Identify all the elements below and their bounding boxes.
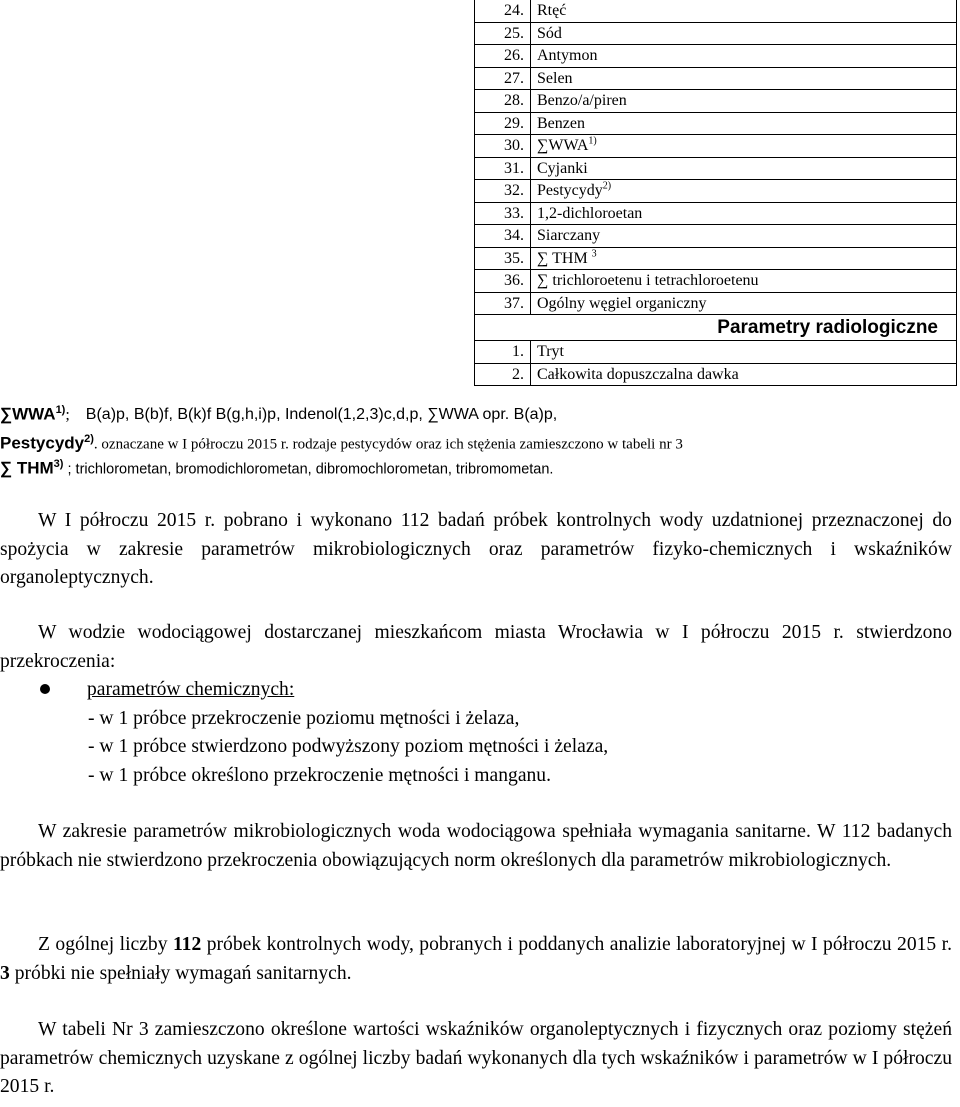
dash-item-3: - w 1 próbce określono przekroczenie mętności i manganu. (88, 765, 552, 786)
row-number: 32. (475, 180, 531, 202)
row-number: 34. (475, 225, 531, 247)
samples-count: 112 (400, 510, 430, 531)
parameter-name: ∑WWA$^{1)}$ (537, 135, 597, 154)
row-number: 24. (475, 0, 531, 22)
parameter-name: Benzo/a/piren (537, 92, 627, 109)
paragraph-table-reference: W tabeli Nr 3 zamieszczono określone wartości wskaźników organoleptycznych i fizycznych oraz poziomy stężeń parametrów chemicznych uzyskane z ogólnej liczby badań wykonanych dla tych wskaźników i parametrów w I półroczu 2015 r. (0, 1019, 952, 1097)
table-row (475, 68, 956, 91)
row-number: 26. (475, 45, 531, 67)
parameter-name: Ogólny węgiel organiczny (537, 294, 707, 312)
parameter-name: Tryt (537, 343, 564, 360)
parameter-name: Selen (537, 69, 573, 87)
footnote-pesticides: Pestycydy$^{2)}$. oznaczane w I półroczu 2015 r. rodzaje pestycydów oraz ich stężenia zamieszczono w tabeli nr 3 (0, 433, 683, 453)
table-row (475, 45, 956, 68)
parameter-name: Sód (537, 24, 562, 42)
table-row (475, 180, 956, 203)
row-number: 35. (475, 248, 531, 270)
dash-item-2: - w 1 próbce stwierdzono podwyższony poziom mętności i żelaza, (88, 736, 609, 757)
parameter-name: Siarczany (537, 227, 601, 244)
table-row (475, 90, 956, 113)
row-number: 29. (475, 113, 531, 135)
row-number: 28. (475, 90, 531, 112)
table-row (475, 0, 956, 23)
paragraph-samples-summary: W I półroczu 2015 r. pobrano i wykonano 112 badań próbek kontrolnych wody uzdatnionej przeznaczonej do spożycia w zakresie parametrów mikrobiologicznych oraz parametrów fizyko-chemicznych i wskaźników organoleptycznych. (0, 510, 952, 588)
footnote-wwa: ∑WWA$^{1)}$; B(a)p, B(b)f, B(k)f B(g,h,i)p, Indenol(1,2,3)c,d,p, ∑WWA opr. B(a)p, (0, 404, 558, 424)
row-number: 27. (475, 68, 531, 90)
table-row (475, 248, 956, 271)
parameter-name: Rtęć (537, 2, 567, 19)
parameter-name: Antymon (537, 47, 598, 64)
row-number: 1. (475, 341, 531, 363)
table-row (475, 293, 956, 316)
parameter-name: Benzen (537, 114, 585, 132)
table-row (475, 203, 956, 226)
table-row (475, 270, 956, 293)
table-row (475, 135, 956, 158)
row-number: 2. (475, 364, 531, 386)
bullet-icon (40, 684, 50, 694)
footnote-thm: ∑ THM$^{3)}$ ; trichlorometan, bromodichlorometan, dibromochlorometan, tribromometan. (0, 458, 554, 478)
row-number: 36. (475, 270, 531, 292)
table-row (475, 341, 956, 364)
table-row (475, 225, 956, 248)
section-title-radiological: Parametry radiologiczne (475, 315, 956, 341)
row-number: 30. (475, 135, 531, 157)
parameter-name: ∑ THM $^3$ (537, 248, 597, 267)
row-number: 33. (475, 203, 531, 225)
row-number: 31. (475, 158, 531, 180)
dash-item-1: - w 1 próbce przekroczenie poziomu mętności i żelaza, (88, 708, 520, 729)
chemical-parameter-rows (475, 0, 956, 315)
parameter-name: 1,2-dichloroetan (537, 204, 643, 222)
parameter-name: Cyjanki (537, 159, 588, 177)
table-row (475, 113, 956, 136)
radiological-parameter-rows (475, 341, 956, 386)
paragraph-nonconforming-samples: Z ogólnej liczby 112 próbek kontrolnych wody, pobranych i poddanych analizie laboratoryjnej w I półroczu 2015 r. 3 próbki nie spełniały wymagań sanitarnych. (0, 934, 952, 984)
parameter-table (474, 0, 957, 386)
parameter-name: ∑ trichloroetenu i tetrachloroetenu (537, 272, 759, 289)
parameter-name: Pestycydy$^{2)}$ (537, 180, 612, 199)
row-number: 37. (475, 293, 531, 315)
row-number: 25. (475, 23, 531, 45)
table-row (475, 364, 956, 387)
parameter-name: Całkowita dopuszczalna dawka (537, 365, 739, 383)
table-row (475, 158, 956, 181)
bullet-chemical-parameters: parametrów chemicznych: (40, 676, 294, 705)
paragraph-exceedances: W wodzie wodociągowej dostarczanej mieszkańcom miasta Wrocławia w I półroczu 2015 r. stwierdzono przekroczenia: (0, 622, 952, 672)
table-row (475, 23, 956, 46)
paragraph-microbiological: W zakresie parametrów mikrobiologicznych woda wodociągowa spełniała wymagania sanitarne. W 112 badanych próbkach nie stwierdzono przekroczenia obowiązujących norm określonych dla parametrów mikrobiologicznych. (0, 821, 952, 871)
